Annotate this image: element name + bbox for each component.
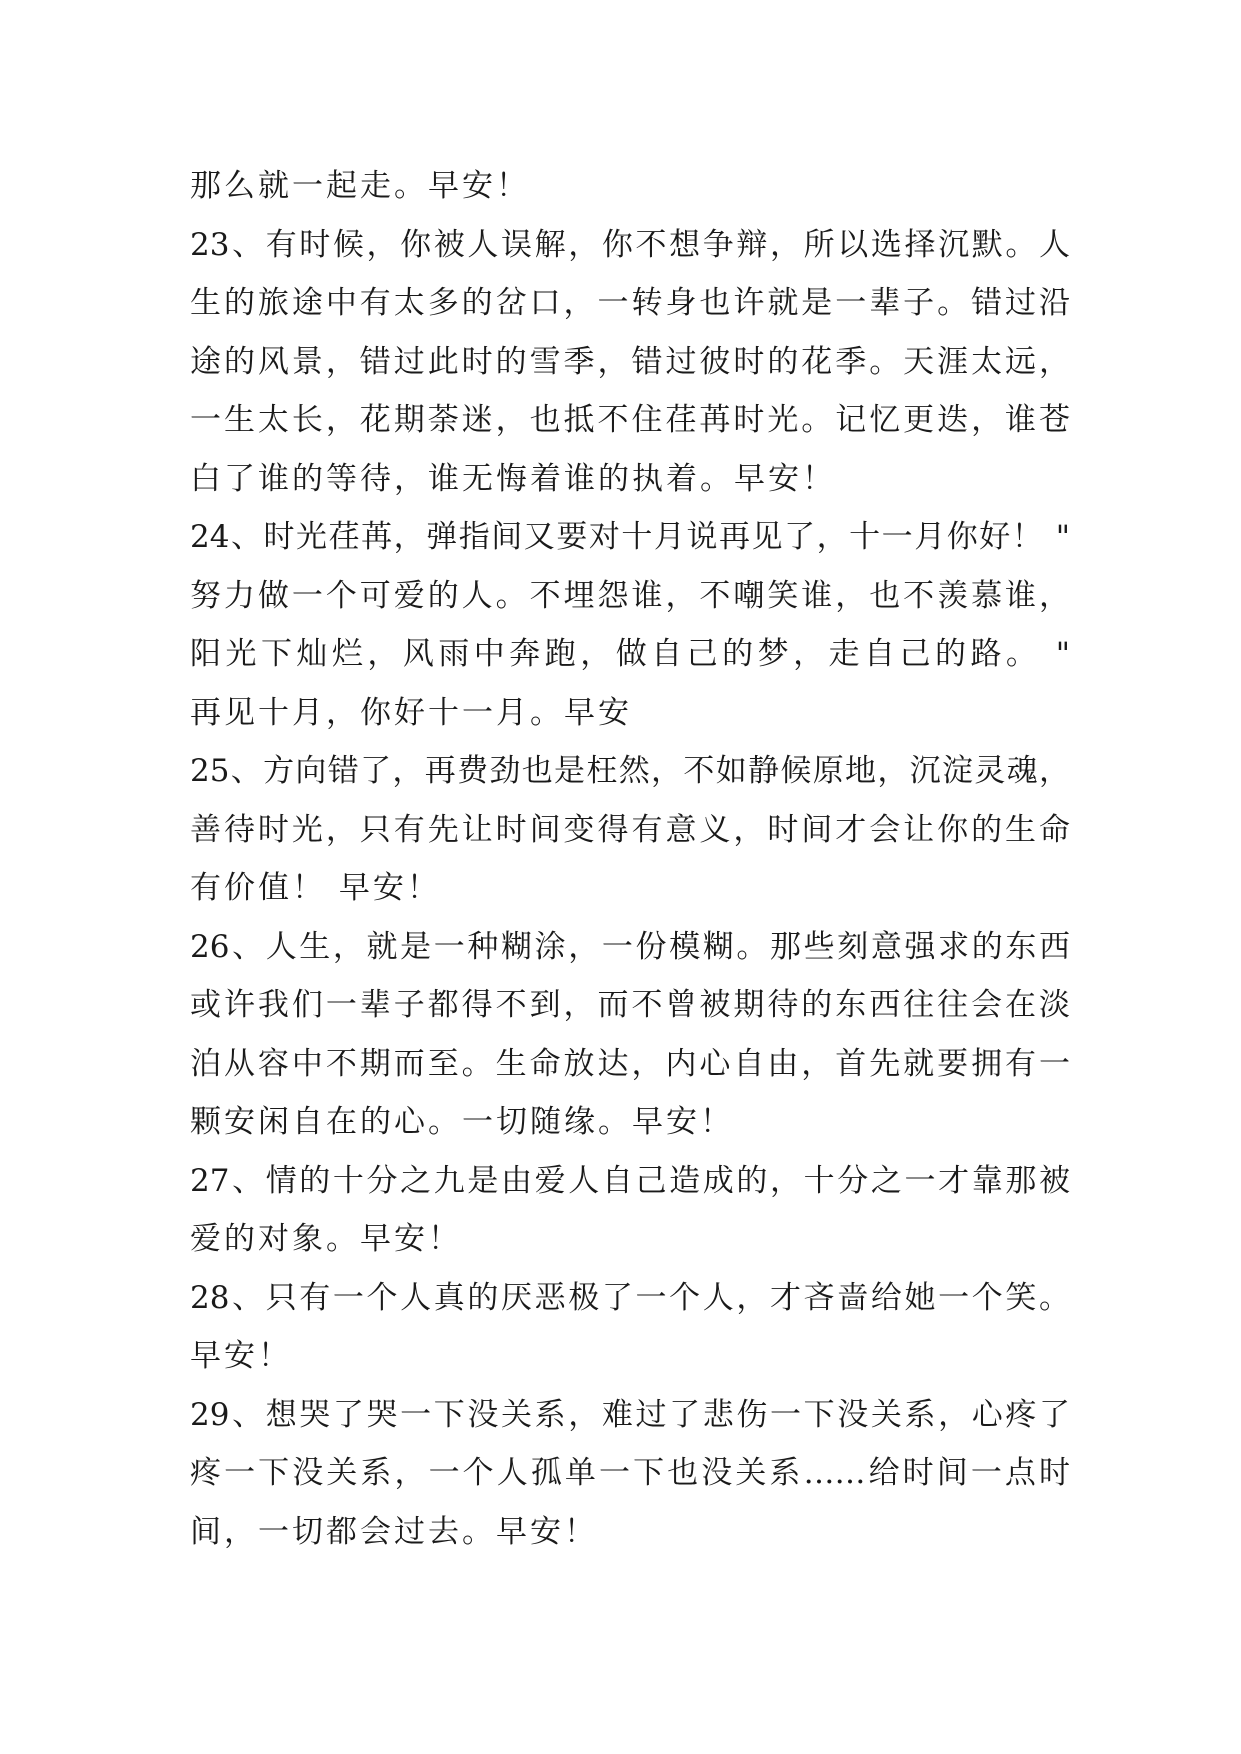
text-line: 28、只有一个人真的厌恶极了一个人，才吝啬给她一个笑。 [190,1279,1070,1316]
text-line: 26、人生，就是一种糊涂，一份模糊。那些刻意强求的东西 [190,928,1070,965]
text-line: 一生太长，花期荼迷，也抵不住荏苒时光。记忆更迭，谁苍 [190,402,1070,438]
text-line: 有价值！ 早安！ [190,870,441,906]
document-body [190,157,1070,1561]
text-line: 间，一切都会过去。早安！ [190,1513,598,1550]
text-line: 23、有时候，你被人误解，你不想争辩，所以选择沉默。人 [190,226,1070,263]
text-line: 24、时光荏苒，弹指间又要对十月说再见了，十一月你好！ " [190,519,1070,555]
text-line: 泊从容中不期而至。生命放达，内心自由，首先就要拥有一 [190,1045,1070,1082]
text-line: 爱的对象。早安！ [190,1221,462,1257]
text-line: 早安！ [190,1338,292,1374]
text-line: 生的旅途中有太多的岔口，一转身也许就是一辈子。错过沿 [190,285,1070,321]
text-line: 或许我们一辈子都得不到，而不曾被期待的东西往往会在淡 [190,987,1070,1023]
text-line: 善待时光，只有先让时间变得有意义，时间才会让你的生命 [190,811,1070,848]
text-line: 阳光下灿烂，风雨中奔跑，做自己的梦，走自己的路。 " [190,636,1070,672]
text-line: 颗安闲自在的心。一切随缘。早安！ [190,1104,734,1140]
text-line: 努力做一个可爱的人。不埋怨谁，不嘲笑谁，也不羡慕谁， [190,577,1070,614]
text-line: 25、方向错了，再费劲也是枉然，不如静候原地，沉淀灵魂， [190,753,1070,789]
text-line: 途的风景，错过此时的雪季，错过彼时的花季。天涯太远， [190,343,1070,380]
text-line: 白了谁的等待，谁无悔着谁的执着。早安！ [190,460,836,497]
text-line: 疼一下没关系，一个人孤单一下也没关系……给时间一点时 [190,1455,1070,1491]
text-line: 27、情的十分之九是由爱人自己造成的，十分之一才靠那被 [190,1162,1070,1199]
text-line: 再见十月，你好十一月。早安 [190,694,632,731]
text-line: 那么就一起走。早安！ [190,168,530,204]
text-line: 29、想哭了哭一下没关系，难过了悲伤一下没关系，心疼了 [190,1396,1070,1433]
